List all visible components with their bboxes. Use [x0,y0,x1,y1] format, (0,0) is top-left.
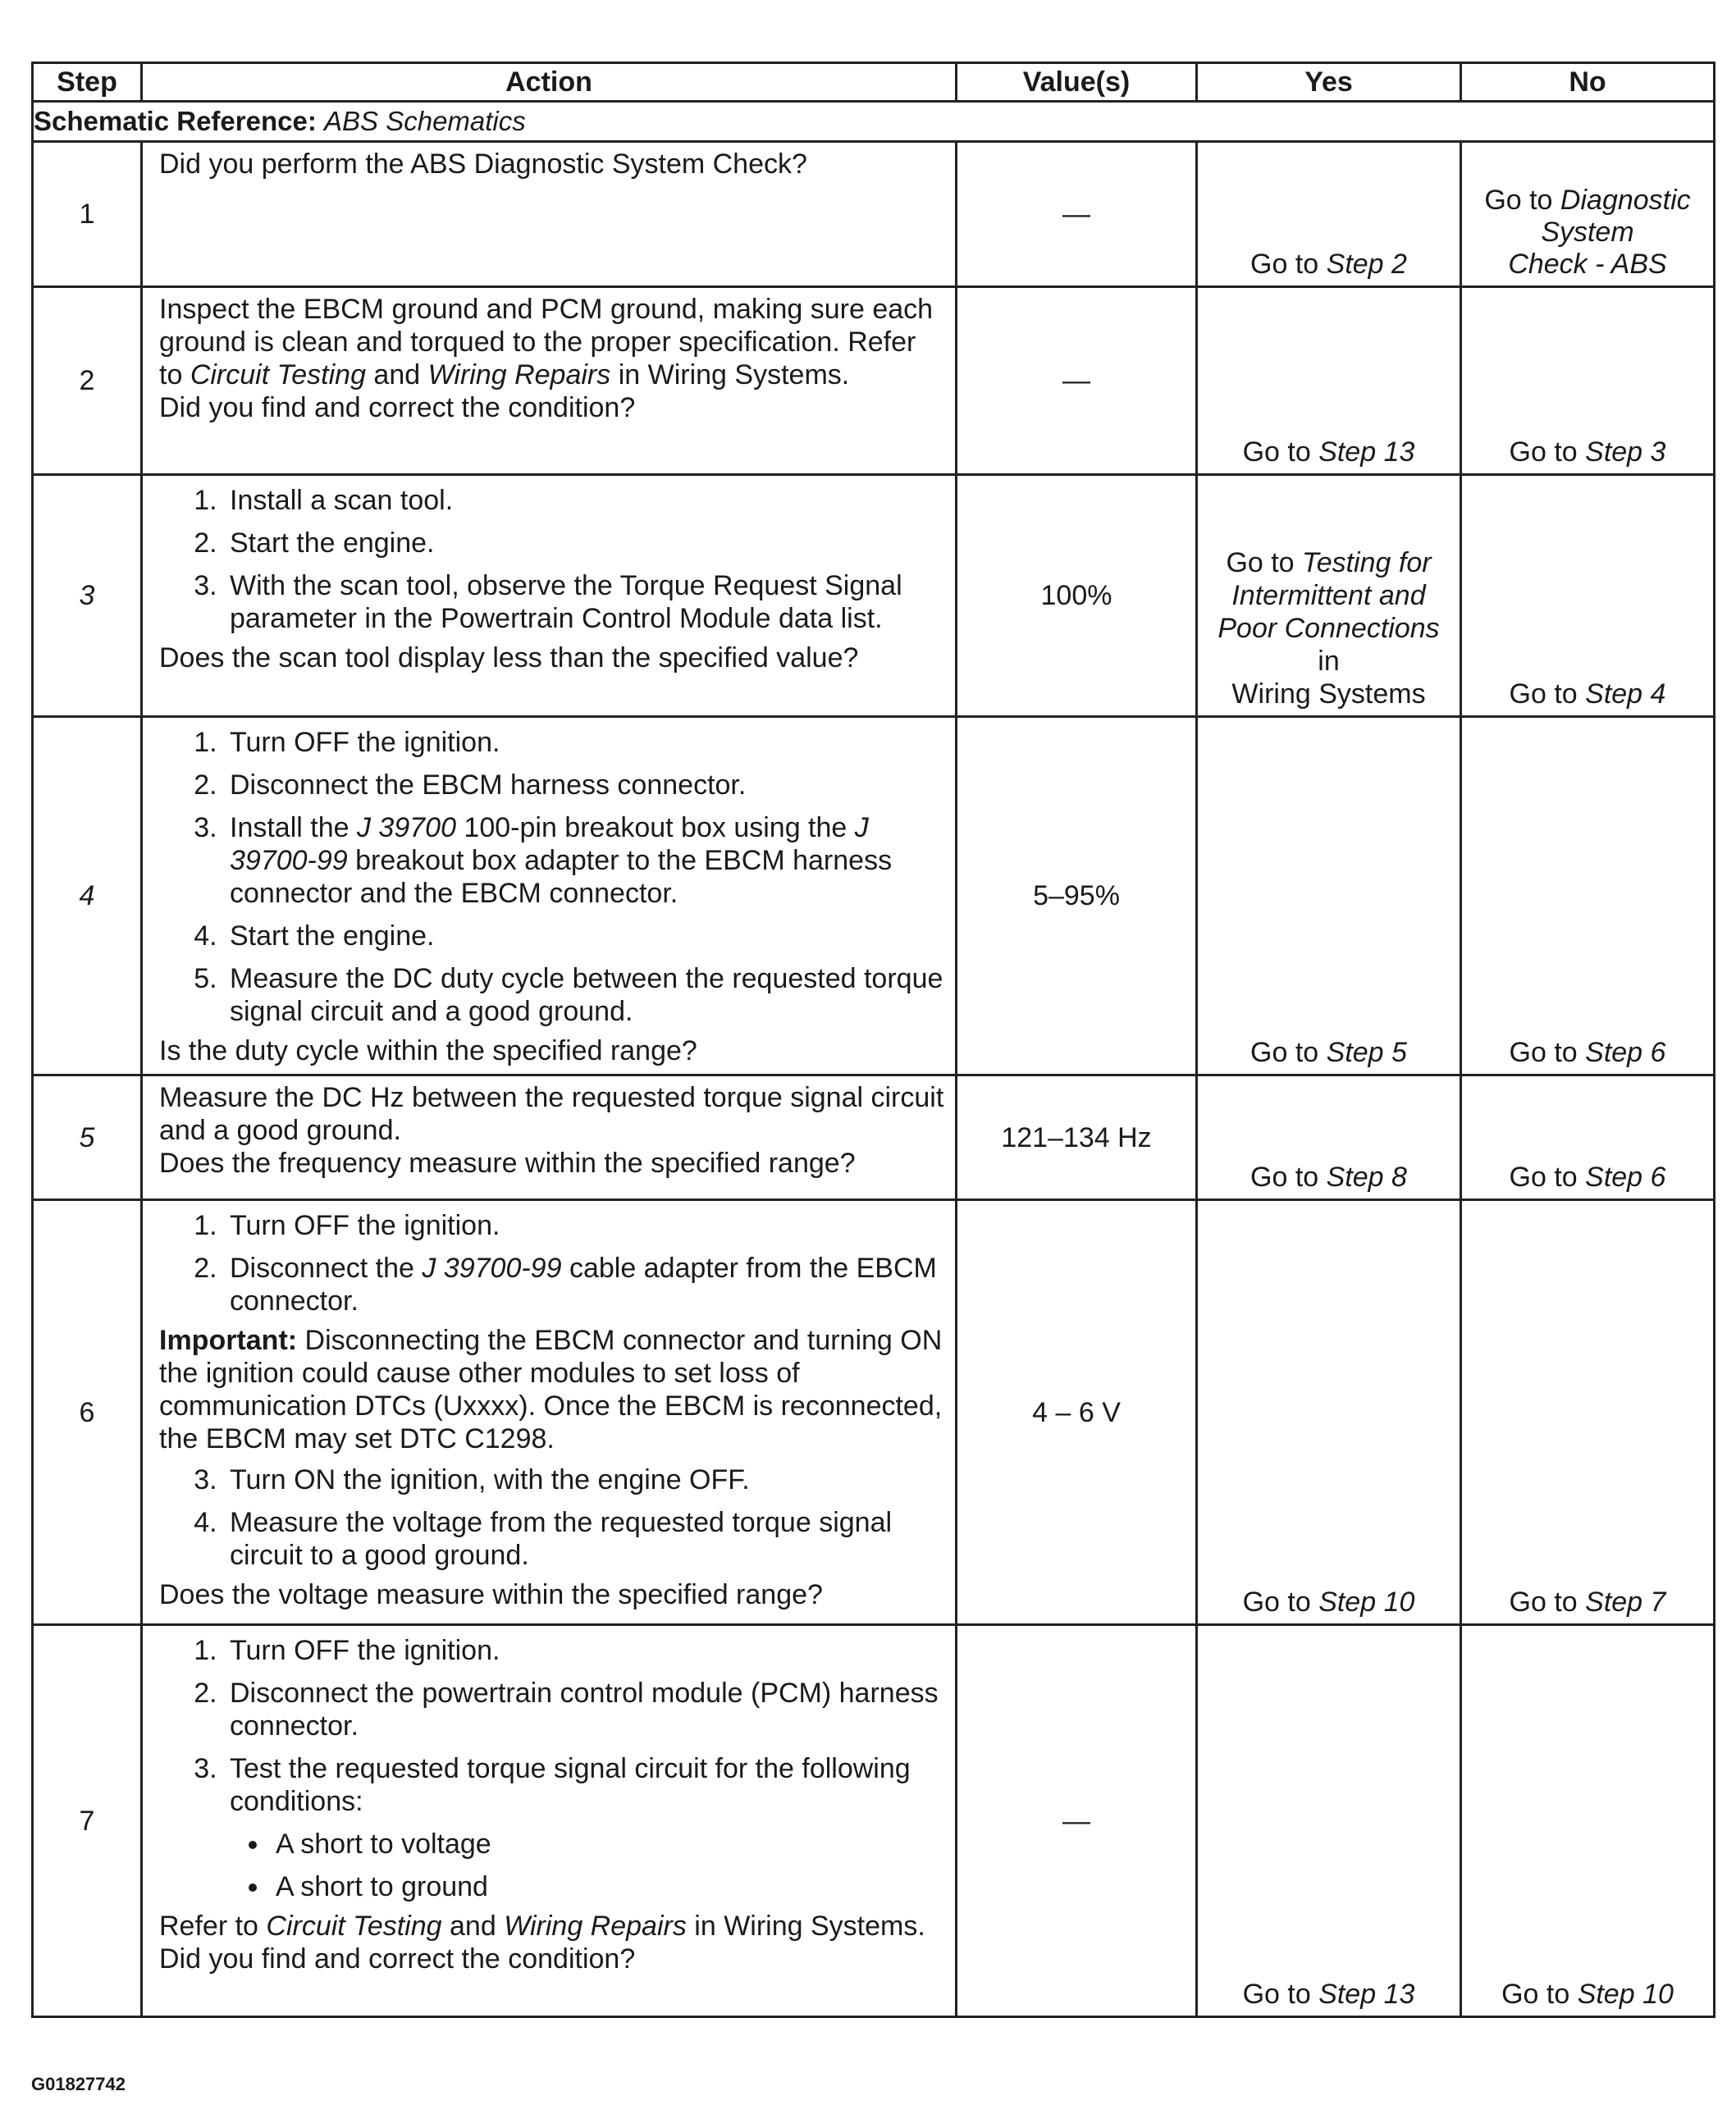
table-row [33,1200,1715,1625]
header-action: Action [142,63,957,102]
action-text: Refer to Circuit Testing and Wiring Repairs in Wiring Systems. [159,1911,925,1942]
value-cell: 4 – 6 V [957,1200,1197,1625]
schematic-label: Schematic Reference: [34,106,317,136]
step-number: 6 [33,1200,142,1625]
condition-list [230,1828,945,1903]
table-row [33,475,1715,717]
list-item: 1. Turn OFF the ignition. [225,726,945,759]
list-item: 1. Turn OFF the ignition. [225,1209,945,1242]
no-link[interactable]: Go to Diagnostic System Check - ABS [1484,185,1691,280]
list-item: 3. Test the requested torque signal circuit for the following conditions: • A short to voltage • A short to ground [225,1752,945,1903]
step-list [159,1463,945,1572]
yes-link[interactable]: Go to Step 10 [1242,1587,1415,1618]
table-row [33,717,1715,1075]
list-item: 4. Measure the voltage from the requested torque signal circuit to a good ground. [225,1506,945,1572]
no-link[interactable]: Go to Step 7 [1509,1587,1666,1618]
yes-link[interactable]: Go to Step 2 [1250,249,1407,280]
action-text: Measure the DC Hz between the requested torque signal circuit and a good ground. [159,1082,944,1146]
yes-link[interactable]: Go to Step 8 [1250,1162,1407,1193]
diagnostic-table [31,62,1715,2018]
list-item: 1. Turn OFF the ignition. [225,1634,945,1667]
action-question: Does the scan tool display less than the specified value? [159,642,859,673]
action-question: Did you find and correct the condition? [159,392,636,423]
value-cell: — [957,287,1197,475]
list-item: 2. Start the engine. [225,527,945,559]
step-number: 4 [33,717,142,1075]
action-question: Does the voltage measure within the specified range? [159,1579,823,1610]
no-link[interactable]: Go to Step 6 [1509,1037,1666,1068]
important-note: Important: Disconnecting the EBCM connector and turning ON the ignition could cause other modules to set loss of communication DTCs (Uxxxx). Once the EBCM is reconnected, the EBCM may set DTC C1298. [159,1325,943,1454]
yes-link[interactable]: Go to Step 13 [1242,1979,1415,2010]
list-item: 2. Disconnect the J 39700-99 cable adapter from the EBCM connector. [225,1252,945,1317]
step-number: 1 [33,142,142,287]
value-cell: 121–134 Hz [957,1075,1197,1200]
no-link[interactable]: Go to Step 6 [1509,1162,1666,1193]
list-item: 3. Turn ON the ignition, with the engine OFF. [225,1463,945,1496]
value-cell: — [957,1625,1197,2017]
list-item: 2. Disconnect the powertrain control module (PCM) harness connector. [225,1677,945,1742]
no-link[interactable]: Go to Step 4 [1509,678,1666,710]
schematic-link[interactable]: ABS Schematics [324,106,526,136]
table-row [33,1075,1715,1200]
no-link[interactable]: Go to Step 10 [1501,1979,1674,2010]
step-list [159,1634,945,1903]
action-question: Is the duty cycle within the specified range? [159,1035,697,1066]
yes-link[interactable]: Go to Testing for Intermittent and Poor Connections in Wiring Systems [1217,547,1440,710]
step-number: 5 [33,1075,142,1200]
list-item: 4. Start the engine. [225,920,945,952]
step-list [159,484,945,635]
list-item: 5. Measure the DC duty cycle between the requested torque signal circuit and a good ground. [225,962,945,1028]
yes-link[interactable]: Go to Step 5 [1250,1037,1407,1068]
value-cell: — [957,142,1197,287]
yes-link[interactable]: Go to Step 13 [1242,436,1415,468]
action-question: Did you perform the ABS Diagnostic System Check? [159,148,807,180]
value-cell: 100% [957,475,1197,717]
table-row [33,287,1715,475]
list-item: 3. Install the J 39700 100-pin breakout box using the J 39700-99 breakout box adapter to the EBCM harness connector and the EBCM connector. [225,811,945,910]
schematic-reference-row [33,102,1715,142]
action-text: Inspect the EBCM ground and PCM ground, making sure each ground is clean and torqued to the proper specification. Refer to Circuit Testing and Wiring Repairs in Wiring Systems. [159,294,934,390]
header-step: Step [33,63,142,102]
list-item: • A short to ground [271,1870,945,1903]
no-link[interactable]: Go to Step 3 [1509,436,1666,468]
action-question: Did you find and correct the condition? [159,1943,636,1975]
list-item: • A short to voltage [271,1828,945,1861]
table-row [33,142,1715,287]
action-question: Does the frequency measure within the specified range? [159,1148,856,1179]
step-number: 7 [33,1625,142,2017]
value-cell: 5–95% [957,717,1197,1075]
list-item: 3. With the scan tool, observe the Torque Request Signal parameter in the Powertrain Control Module data list. [225,569,945,635]
table-row [33,1625,1715,2017]
header-values: Value(s) [957,63,1197,102]
step-number: 2 [33,287,142,475]
list-item: 2. Disconnect the EBCM harness connector. [225,769,945,801]
step-list [159,726,945,1028]
figure-id: G01827742 [31,2074,126,2094]
header-row [33,63,1715,102]
step-list [159,1209,945,1317]
header-yes: Yes [1197,63,1461,102]
header-no: No [1461,63,1715,102]
list-item: 1. Install a scan tool. [225,484,945,517]
step-number: 3 [33,475,142,717]
